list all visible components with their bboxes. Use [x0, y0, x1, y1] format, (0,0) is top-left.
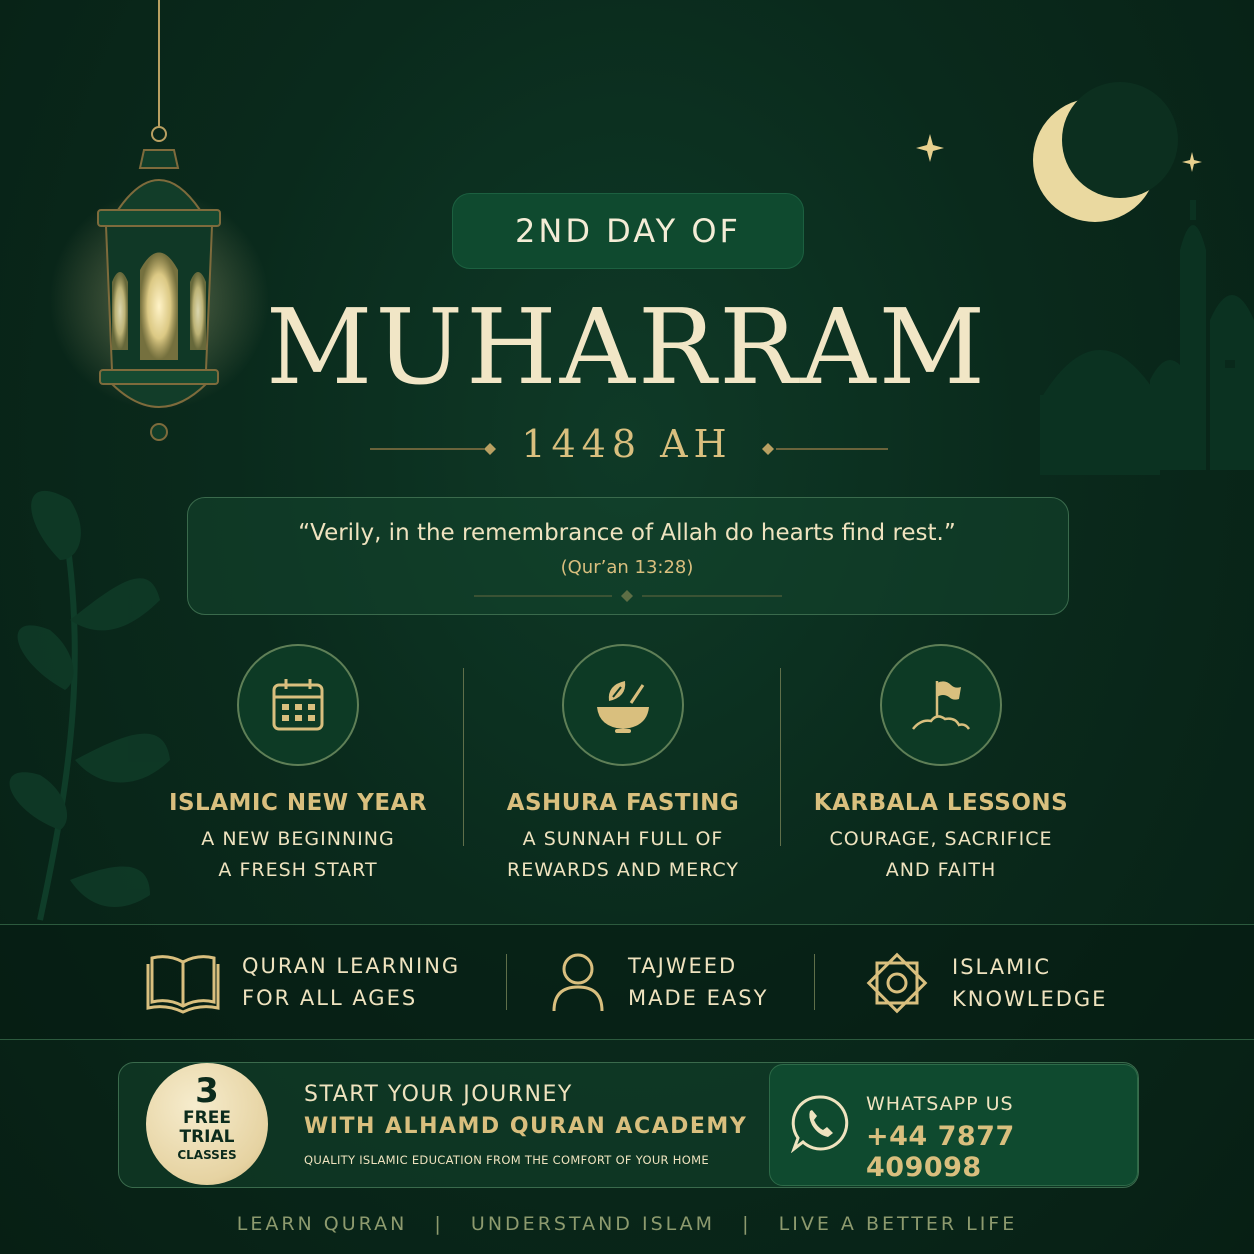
badge-line-1: FREE — [183, 1108, 231, 1128]
service-line-1: ISLAMIC — [952, 955, 1052, 979]
feature-icon-circle — [562, 644, 684, 766]
bowl-icon — [591, 673, 655, 737]
service-tajweed — [550, 950, 768, 1014]
feature-icon-circle — [880, 644, 1002, 766]
whatsapp-number[interactable]: +44 7877 409098 — [866, 1121, 1015, 1183]
service-quran-learning — [146, 950, 460, 1014]
free-trial-badge — [146, 1063, 268, 1185]
quote-reference: (Qur’an 13:28) — [560, 557, 694, 578]
service-line-2: KNOWLEDGE — [952, 987, 1108, 1011]
feature-line-1: COURAGE, SACRIFICE — [829, 828, 1053, 850]
service-line-2: MADE EASY — [628, 986, 769, 1010]
calendar-icon — [268, 675, 328, 735]
service-islamic-knowledge — [864, 950, 1107, 1016]
service-line-1: TAJWEED — [628, 954, 738, 978]
hijri-year: 1448 AH — [521, 422, 733, 466]
service-divider — [814, 954, 815, 1010]
badge-line-2: TRIAL — [179, 1127, 235, 1147]
service-line-1: QURAN LEARNING — [242, 954, 461, 978]
feature-icon-circle — [237, 644, 359, 766]
flag-hill-icon — [909, 673, 973, 737]
feature-ashura-fasting — [463, 644, 783, 886]
feature-title: ISLAMIC NEW YEAR — [168, 790, 428, 816]
quote-card — [187, 497, 1069, 615]
feature-line-2: A FRESH START — [218, 859, 378, 881]
day-pill-label: 2ND DAY OF — [515, 212, 741, 250]
feature-line-2: AND FAITH — [885, 859, 997, 881]
feature-title: ASHURA FASTING — [506, 790, 740, 816]
feature-line-1: A SUNNAH FULL OF — [522, 828, 724, 850]
badge-number: 3 — [195, 1071, 219, 1111]
whatsapp-icon — [790, 1093, 850, 1153]
crescent-moon — [1033, 82, 1178, 222]
cta-subline: QUALITY ISLAMIC EDUCATION FROM THE COMFORT OF YOUR HOME — [304, 1153, 709, 1167]
whatsapp-label: WHATSAPP US — [866, 1093, 1014, 1115]
star-emblem-icon — [864, 950, 930, 1016]
service-line-2: FOR ALL AGES — [242, 986, 418, 1010]
badge-line-3: CLASSES — [177, 1148, 237, 1162]
person-icon — [550, 951, 606, 1013]
whatsapp-button[interactable] — [769, 1064, 1138, 1186]
cta-headline-1: START YOUR JOURNEY — [304, 1082, 573, 1107]
service-divider — [506, 954, 507, 1010]
feature-islamic-new-year — [138, 644, 458, 886]
quote-text: “Verily, in the remembrance of Allah do hearts find rest.” — [298, 520, 956, 546]
cta-headline-2: WITH ALHAMD QURAN ACADEMY — [304, 1114, 748, 1139]
day-pill — [452, 193, 804, 269]
footer-text: LEARN QURAN | UNDERSTAND ISLAM | LIVE A BETTER LIFE — [236, 1213, 1018, 1235]
cta-text — [304, 1079, 764, 1167]
feature-line-2: REWARDS AND MERCY — [507, 859, 739, 881]
feature-title: KARBALA LESSONS — [813, 790, 1069, 816]
feature-karbala-lessons — [781, 644, 1101, 886]
book-icon — [146, 950, 220, 1014]
page-title: MUHARRAM — [265, 286, 989, 408]
feature-line-1: A NEW BEGINNING — [201, 828, 395, 850]
footer-tagline — [0, 1213, 1254, 1235]
